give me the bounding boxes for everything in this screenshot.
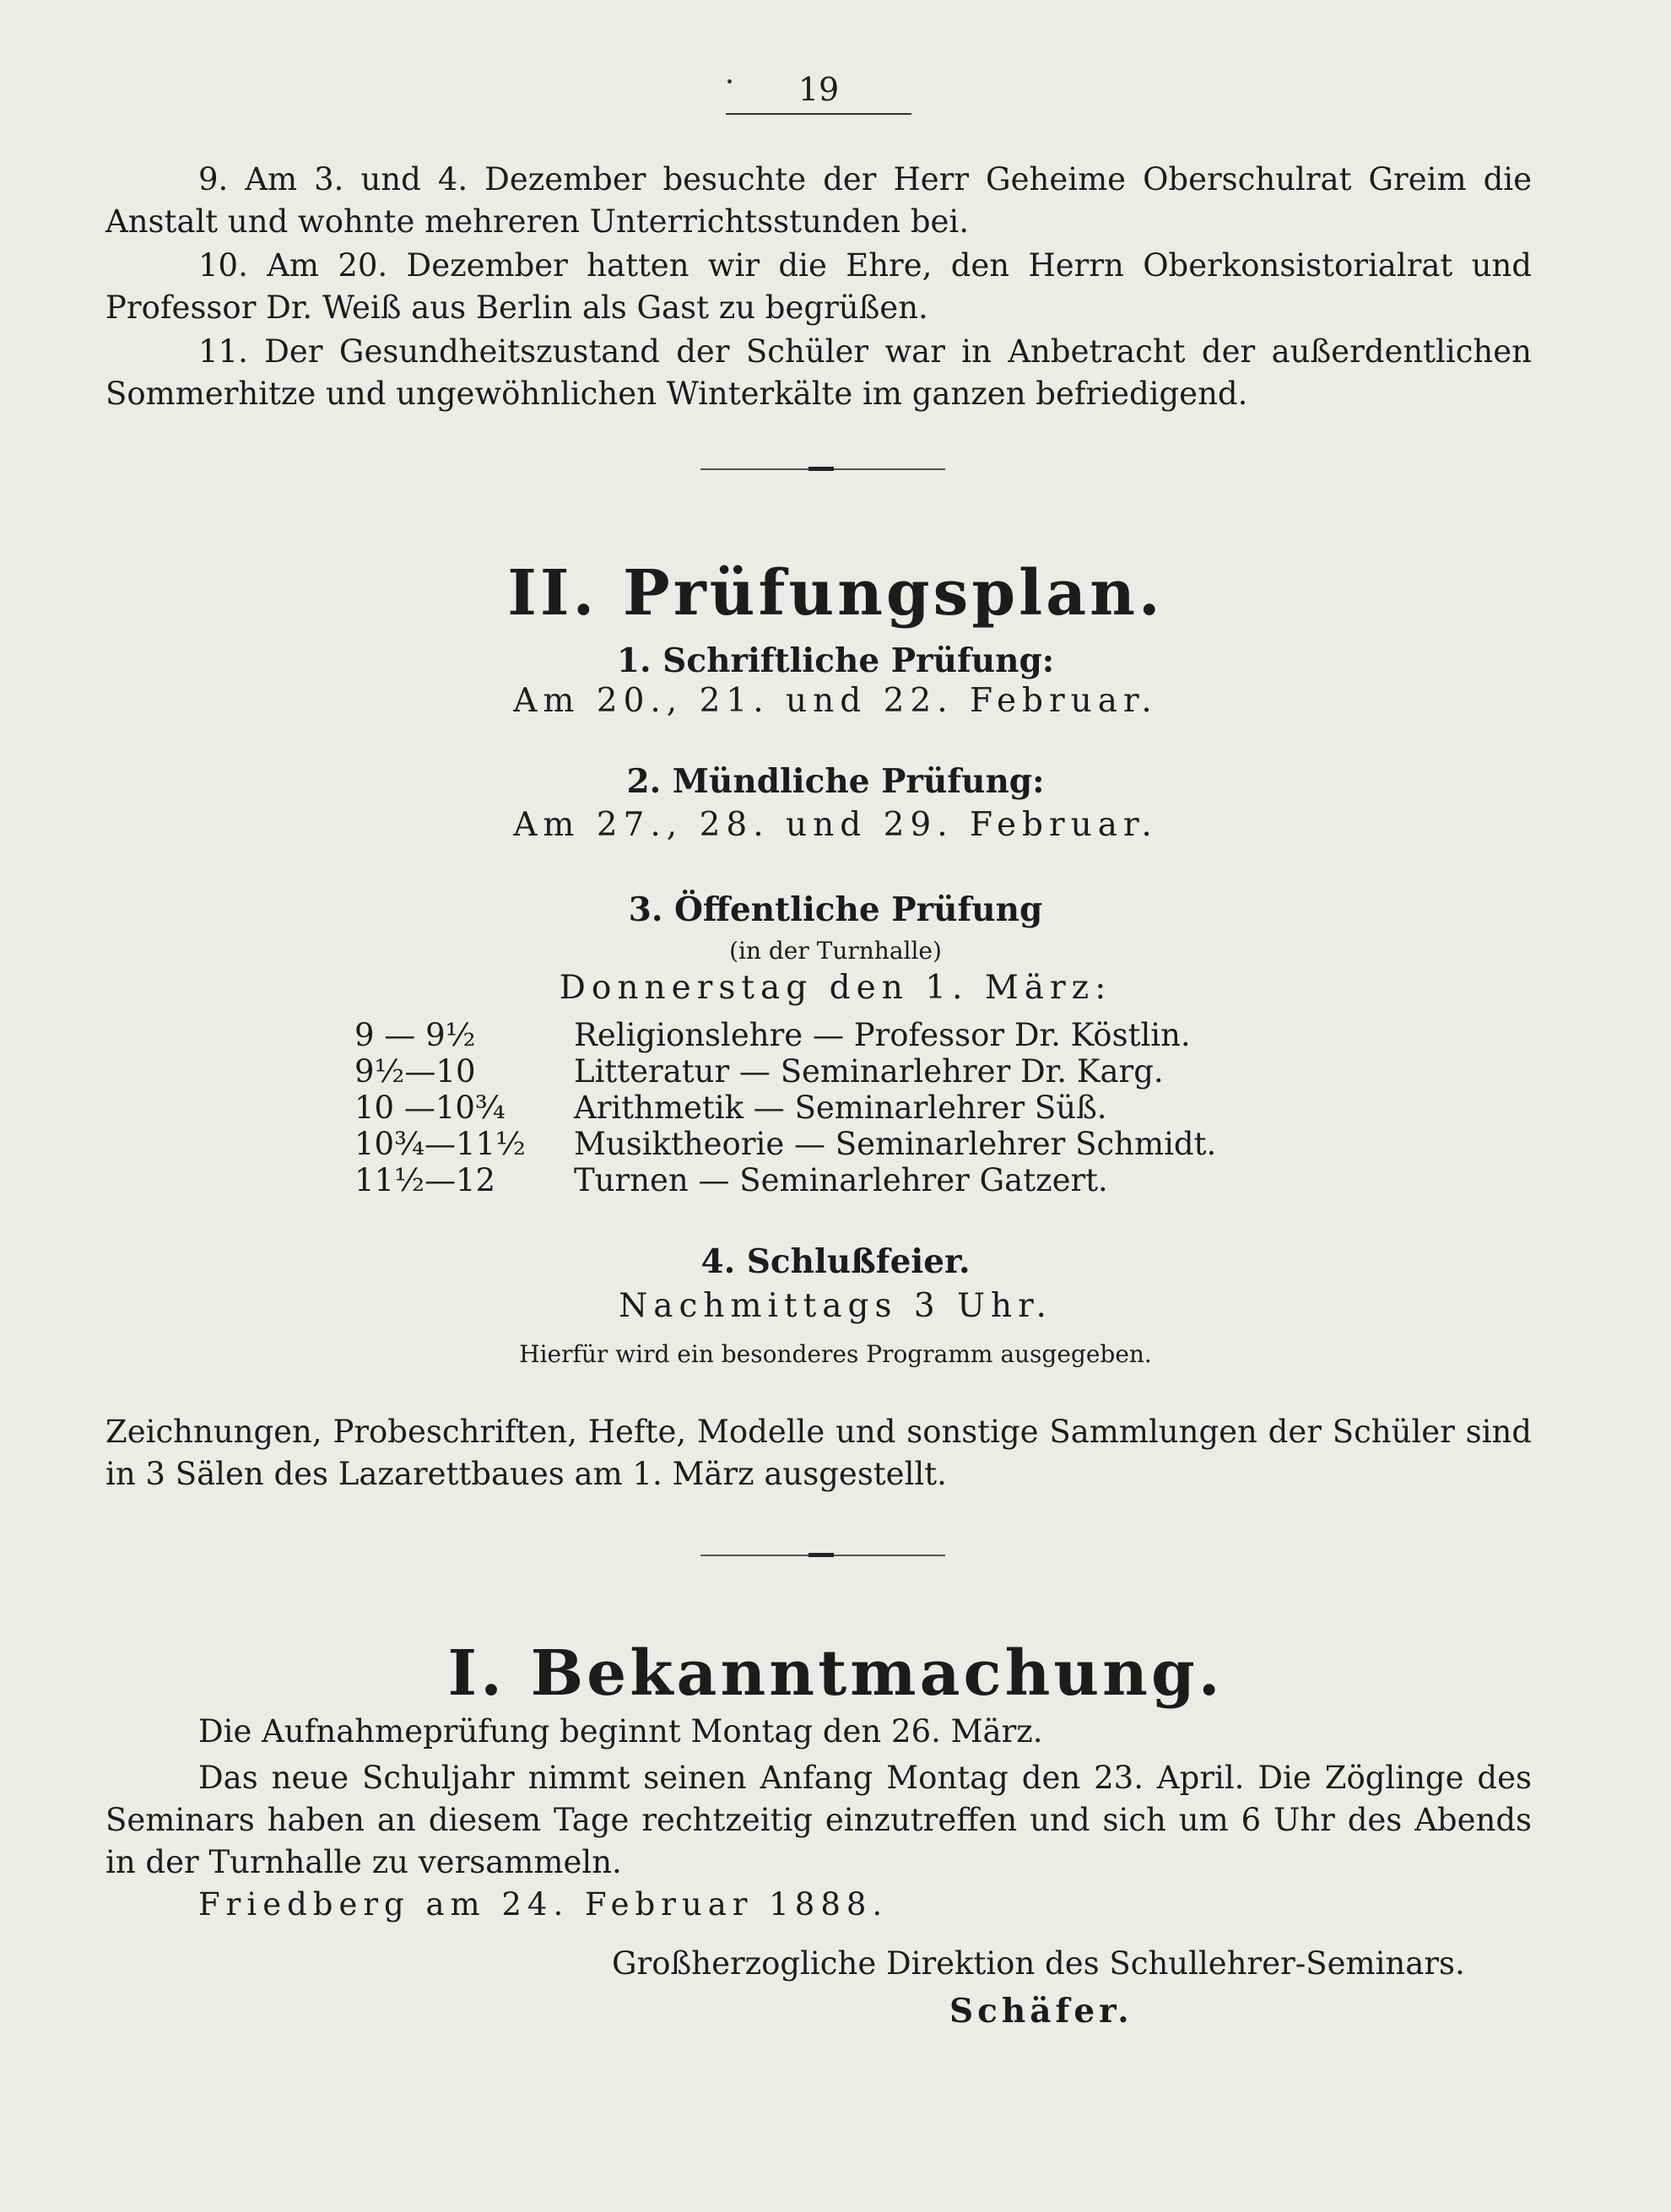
signature: Schäfer. xyxy=(949,1992,1133,2031)
schedule-time: 9½—10 xyxy=(354,1053,476,1090)
notice-title: I. Bekanntmachung. xyxy=(447,1637,1224,1710)
section-divider-dash xyxy=(808,467,834,471)
schedule-time: 10¾—11½ xyxy=(354,1126,526,1162)
schedule-subject: Musiktheorie — Seminarlehrer Schmidt. xyxy=(574,1126,1217,1162)
closing-time: Nachmittags 3 Uhr. xyxy=(619,1287,1052,1325)
schedule-subject: Religionslehre — Professor Dr. Köstlin. xyxy=(574,1017,1191,1053)
issuing-authority: Großherzogliche Direktion des Schullehrer-Seminars. xyxy=(612,1945,1465,1982)
closing-note: Hierfür wird ein besonderes Programm ausgegeben. xyxy=(519,1340,1152,1368)
schedule-subject: Turnen — Seminarlehrer Gatzert. xyxy=(574,1162,1108,1198)
oral-exam-dates: Am 27., 28. und 29. Februar. xyxy=(513,806,1158,844)
written-exam-dates: Am 20., 21. und 22. Februar. xyxy=(513,682,1158,720)
page-number-rule xyxy=(726,113,911,115)
note-9: 9. Am 3. und 4. Dezember besuchte der Herr Geheime Oberschulrat Greim die Anstalt und wohnte mehreren Unterrichtsstunden bei. xyxy=(105,161,1532,240)
schedule-time: 9 — 9½ xyxy=(354,1017,476,1053)
admission-exam-line: Die Aufnahmeprüfung beginnt Montag den 26. März. xyxy=(198,1713,1043,1750)
schedule-time: 11½—12 xyxy=(354,1162,496,1198)
school-year-paragraph: Das neue Schuljahr nimmt seinen Anfang Montag den 23. April. Die Zöglinge des Seminars haben an diesem Tage rechtzeitig einzutreffen und sich um 6 Uhr des Abends in der Turnhalle zu versammeln. xyxy=(105,1760,1532,1880)
written-exam-heading: 1. Schriftliche Prüfung: xyxy=(616,641,1055,680)
note-11: 11. Der Gesundheitszustand der Schüler war in Anbetracht der außerdentlichen Sommerhitze und ungewöhnlichen Winterkälte im ganzen befriedigend. xyxy=(105,333,1532,412)
closing-heading: 4. Schlußfeier. xyxy=(700,1242,971,1281)
schedule-subject: Litteratur — Seminarlehrer Dr. Karg. xyxy=(574,1053,1164,1090)
public-exam-heading: 3. Öffentliche Prüfung xyxy=(628,890,1043,929)
oral-exam-heading: 2. Mündliche Prüfung: xyxy=(626,762,1045,801)
place-date: Friedberg am 24. Februar 1888. xyxy=(198,1886,889,1923)
schedule-time: 10 —10¾ xyxy=(354,1090,506,1126)
page-number: 19 xyxy=(798,71,840,108)
exhibition-note: Zeichnungen, Probeschriften, Hefte, Modelle und sonstige Sammlungen der Schüler sind in 3 Sälen des Lazarettbaues am 1. März ausgestellt. xyxy=(105,1414,1532,1492)
public-exam-day: Donnerstag den 1. März: xyxy=(559,969,1112,1007)
note-10: 10. Am 20. Dezember hatten wir die Ehre, den Herrn Oberkonsistorialrat und Professor Dr. Weiß aus Berlin als Gast zu begrüßen. xyxy=(105,247,1532,326)
public-exam-place: (in der Turnhalle) xyxy=(729,937,942,965)
plan-title: II. Prüfungsplan. xyxy=(507,557,1164,630)
schedule-subject: Arithmetik — Seminarlehrer Süß. xyxy=(574,1090,1107,1126)
section-divider-dash xyxy=(808,1553,834,1557)
